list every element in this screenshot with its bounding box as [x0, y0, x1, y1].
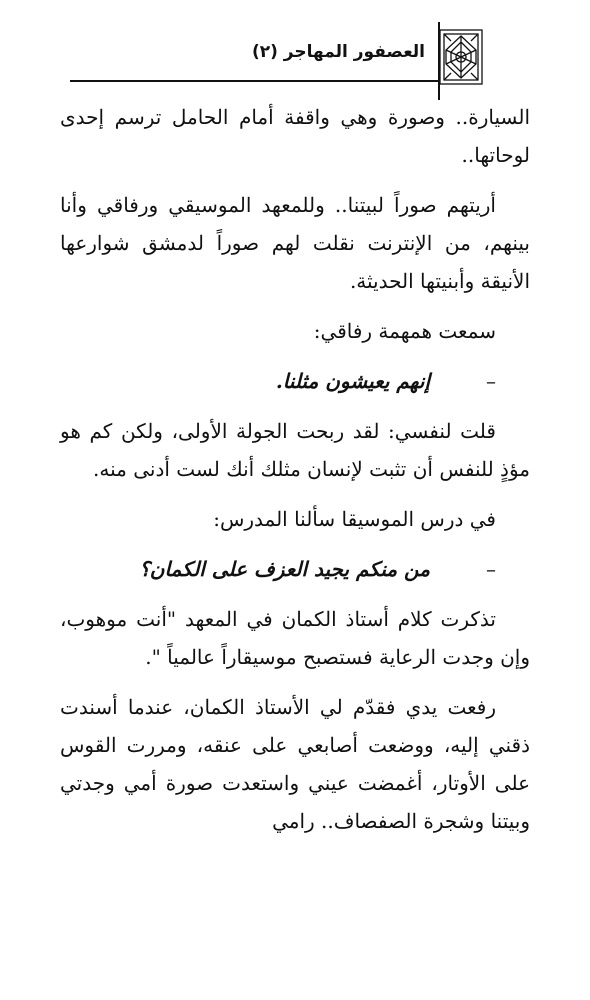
paragraph: في درس الموسيقا سألنا المدرس: [213, 507, 496, 531]
paragraph: أريتهم صوراً لبيتنا.. وللمعهد الموسيقي ورفاقي وأنا بينهم، من الإنترنت نقلت لهم صوراً لدمشق شوارعها الأنيقة وأبنيتها الحديثة. [60, 193, 530, 293]
paragraph: سمعت همهمة رفاقي: [313, 319, 496, 343]
page-body [60, 98, 530, 852]
dialogue-dash: – [486, 557, 496, 581]
dialogue-line [60, 550, 530, 588]
page-header [0, 22, 590, 92]
dialogue-dash: – [486, 369, 496, 393]
dialogue-text: إنهم يعيشون مثلنا. [275, 369, 430, 393]
dialogue-text: من منكم يجيد العزف على الكمان؟ [139, 557, 430, 581]
paragraph: تذكرت كلام أستاذ الكمان في المعهد "أنت موهوب، وإن وجدت الرعاية فستصبح موسيقاراً عالمياً ". [60, 607, 530, 669]
dialogue-line [60, 362, 530, 400]
header-horizontal-rule [70, 80, 440, 82]
islamic-knot-ornament-icon [438, 28, 484, 86]
paragraph: قلت لنفسي: لقد ربحت الجولة الأولى، ولكن كم هو مؤذٍ للنفس أن تثبت لإنسان مثلك أنك لست أدنى منه. [60, 419, 530, 481]
running-title: العصفور المهاجر (٢) [251, 42, 425, 62]
paragraph: رفعت يدي فقدّم لي الأستاذ الكمان، عندما أسندت ذقني إليه، ووضعت أصابعي على عنقه، ومررت القوس على الأوتار، أغمضت عيني واستعدت صورة أمي وجدتي وبيتنا وشجرة الصفصاف.. رامي [60, 695, 530, 833]
paragraph: السيارة.. وصورة وهي واقفة أمام الحامل ترسم إحدى لوحاتها.. [60, 105, 530, 167]
